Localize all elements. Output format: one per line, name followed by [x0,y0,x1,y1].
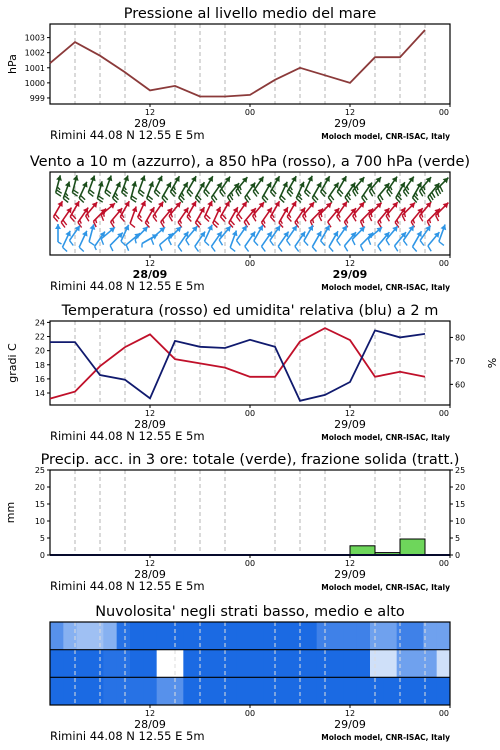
cloud-cell [343,677,357,705]
cloud-cell [197,677,211,705]
x-tick-label: 12 [344,259,356,268]
cloud-cell [397,677,411,705]
cloud-cell [383,677,397,705]
cloud-cell [250,622,264,650]
cloud-cell [343,622,357,650]
x-tick-label: 12 [144,559,156,568]
y-axis-label-right: % [485,357,498,369]
y-tick-label: 25 [34,466,45,475]
cloud-cell [183,650,197,678]
x-tick-label: 00 [438,259,449,268]
date-label: 29/09 [334,117,366,130]
cloud-cell [90,650,104,678]
x-tick-label: 12 [144,259,156,268]
x-tick-label: 00 [438,108,449,117]
cloud-cell [117,622,131,650]
x-tick-label: 00 [438,559,449,568]
model-credit: Moloch model, CNR-ISAC, Italy [321,733,450,742]
cloud-cell [277,622,291,650]
x-tick-label: 00 [438,709,449,718]
x-tick-label: 00 [244,559,256,568]
cloud-cell [143,650,157,678]
cloud-cell [130,677,144,705]
date-label: 28/09 [132,268,168,281]
cloud-cell [103,622,117,650]
cloud-cell [210,650,224,678]
model-credit: Moloch model, CNR-ISAC, Italy [321,132,450,141]
cloud-cell [210,622,224,650]
date-label: 28/09 [134,418,166,431]
cloud-cell [383,622,397,650]
cloud-cell [370,677,384,705]
wind-barb-feather [321,213,322,217]
cloud-cell [383,650,397,678]
y-tick-label-right: 60 [455,380,466,390]
y-axis-label: mm [4,501,17,524]
y-tick-label: 24 [34,318,45,328]
y-tick-label: 15 [34,500,45,509]
cloud-cell [343,650,357,678]
cloud-cell [197,622,211,650]
y-tick-label: 1003 [24,33,45,43]
y-tick-label: 14 [34,389,45,398]
date-label: 28/09 [134,117,166,130]
plot-area [50,321,450,405]
cloud-cell [437,677,451,705]
chart-title: Vento a 10 m (azzurro), a 850 hPa (rosso), a 700 hPa (verde) [29,154,471,170]
cloud-cell [370,622,384,650]
cloud-cell [237,650,251,678]
cloud-cell [370,650,384,678]
x-tick-label: 00 [244,108,256,117]
x-tick-label: 12 [344,559,356,568]
wind-barb-feather [438,213,439,217]
cloud-cell [103,677,117,705]
cloud-cell [157,677,171,705]
location-label: Rimini 44.08 N 12.55 E 5m [50,128,205,142]
y-tick-label-right: 70 [455,356,466,366]
location-label: Rimini 44.08 N 12.55 E 5m [50,579,205,593]
y-tick-label: 1000 [24,78,45,88]
cloud-cell [130,622,144,650]
chart-title: Nuvolosita' negli strati basso, medio e alto [95,604,405,620]
wind-barb-feather [104,213,105,217]
cloud-cell [170,622,184,650]
location-label: Rimini 44.08 N 12.55 E 5m [50,279,205,293]
cloud-cell [317,677,331,705]
location-label: Rimini 44.08 N 12.55 E 5m [50,729,205,743]
cloud-cell [117,650,131,678]
cloud-cell [157,622,171,650]
cloud-cell [143,622,157,650]
cloud-cell [50,650,64,678]
cloud-cell [330,677,344,705]
cloud-cell [157,650,171,678]
cloud-cell [357,677,371,705]
chart-title: Pressione al livello medio del mare [123,6,377,22]
model-credit: Moloch model, CNR-ISAC, Italy [321,283,450,292]
date-label: 29/09 [332,268,368,281]
cloud-cell [77,677,91,705]
cloud-cell [170,677,184,705]
y-tick-label: 999 [29,93,45,103]
cloud-cell [437,650,451,678]
y-tick-label-right: 15 [455,500,466,509]
cloud-cell [170,650,184,678]
cloud-cell [303,622,317,650]
x-tick-label: 12 [144,108,156,117]
cloud-cell [357,622,371,650]
x-tick-label: 00 [244,259,256,268]
precip-bar [350,546,375,555]
cloud-cell [410,677,424,705]
model-credit: Moloch model, CNR-ISAC, Italy [321,433,450,442]
y-tick-label-right: 0 [455,551,461,560]
cloud-cell [303,650,317,678]
x-tick-label: 12 [344,108,356,117]
cloud-cell [303,677,317,705]
date-label: 28/09 [134,568,166,581]
cloud-cell [197,650,211,678]
cloud-cell [117,677,131,705]
cloud-cell [210,677,224,705]
cloud-cell [397,650,411,678]
cloud-cell [357,650,371,678]
y-tick-label-right: 20 [455,483,466,492]
y-tick-label-right: 25 [455,466,466,475]
cloud-cell [90,677,104,705]
x-tick-label: 12 [344,409,356,418]
plot-area [50,172,450,255]
cloud-cell [183,622,197,650]
cloud-cell [77,622,91,650]
y-tick-label: 18 [34,360,45,370]
chart-title: Precip. acc. in 3 ore: totale (verde), frazione solida (tratt.) [40,452,460,468]
cloud-cell [410,622,424,650]
cloud-cell [50,677,64,705]
cloud-cell [237,622,251,650]
y-tick-label: 16 [34,374,45,384]
cloud-cell [410,650,424,678]
date-label: 28/09 [134,718,166,731]
cloud-cell [397,622,411,650]
cloud-cell [250,650,264,678]
date-label: 29/09 [334,568,366,581]
cloud-cell [290,677,304,705]
plot-area [50,24,450,104]
cloud-cell [237,677,251,705]
plot-area [50,470,450,555]
wind-barb-feather [371,213,372,217]
x-tick-label: 00 [244,409,256,418]
cloud-cell [290,622,304,650]
y-axis-label: hPa [6,54,19,74]
y-tick-label: 10 [34,517,45,526]
chart-title: Temperatura (rosso) ed umidita' relativa (blu) a 2 m [61,303,439,319]
wind-barb-feather [404,213,405,217]
cloud-cell [330,650,344,678]
y-tick-label: 1002 [24,48,45,58]
y-tick-label: 5 [39,534,45,543]
cloud-cell [50,622,64,650]
cloud-cell [277,650,291,678]
date-label: 29/09 [334,418,366,431]
model-credit: Moloch model, CNR-ISAC, Italy [321,583,450,592]
y-tick-label: 1001 [24,63,45,73]
y-tick-label: 22 [34,332,45,342]
cloud-cell [437,622,451,650]
x-tick-label: 12 [144,709,156,718]
y-tick-label-right: 80 [455,333,466,343]
date-label: 29/09 [334,718,366,731]
x-tick-label: 00 [438,409,449,418]
cloud-cell [183,677,197,705]
cloud-cell [250,677,264,705]
cloud-cell [330,622,344,650]
location-label: Rimini 44.08 N 12.55 E 5m [50,429,205,443]
cloud-cell [143,677,157,705]
y-tick-label: 20 [34,483,45,492]
y-tick-label-right: 10 [455,517,466,526]
y-tick-label: 20 [34,346,45,356]
precip-bar [400,539,425,555]
cloud-cell [90,622,104,650]
cloud-cell [277,677,291,705]
x-tick-label: 00 [244,709,256,718]
cloud-cell [317,650,331,678]
cloud-cell [317,622,331,650]
cloud-cell [77,650,91,678]
x-tick-label: 12 [144,409,156,418]
cloud-cell [290,650,304,678]
y-tick-label: 0 [39,551,45,560]
cloud-cell [103,650,117,678]
y-tick-label-right: 5 [455,534,461,543]
x-tick-label: 12 [344,709,356,718]
y-axis-label: gradi C [6,343,19,383]
cloud-cell [130,650,144,678]
